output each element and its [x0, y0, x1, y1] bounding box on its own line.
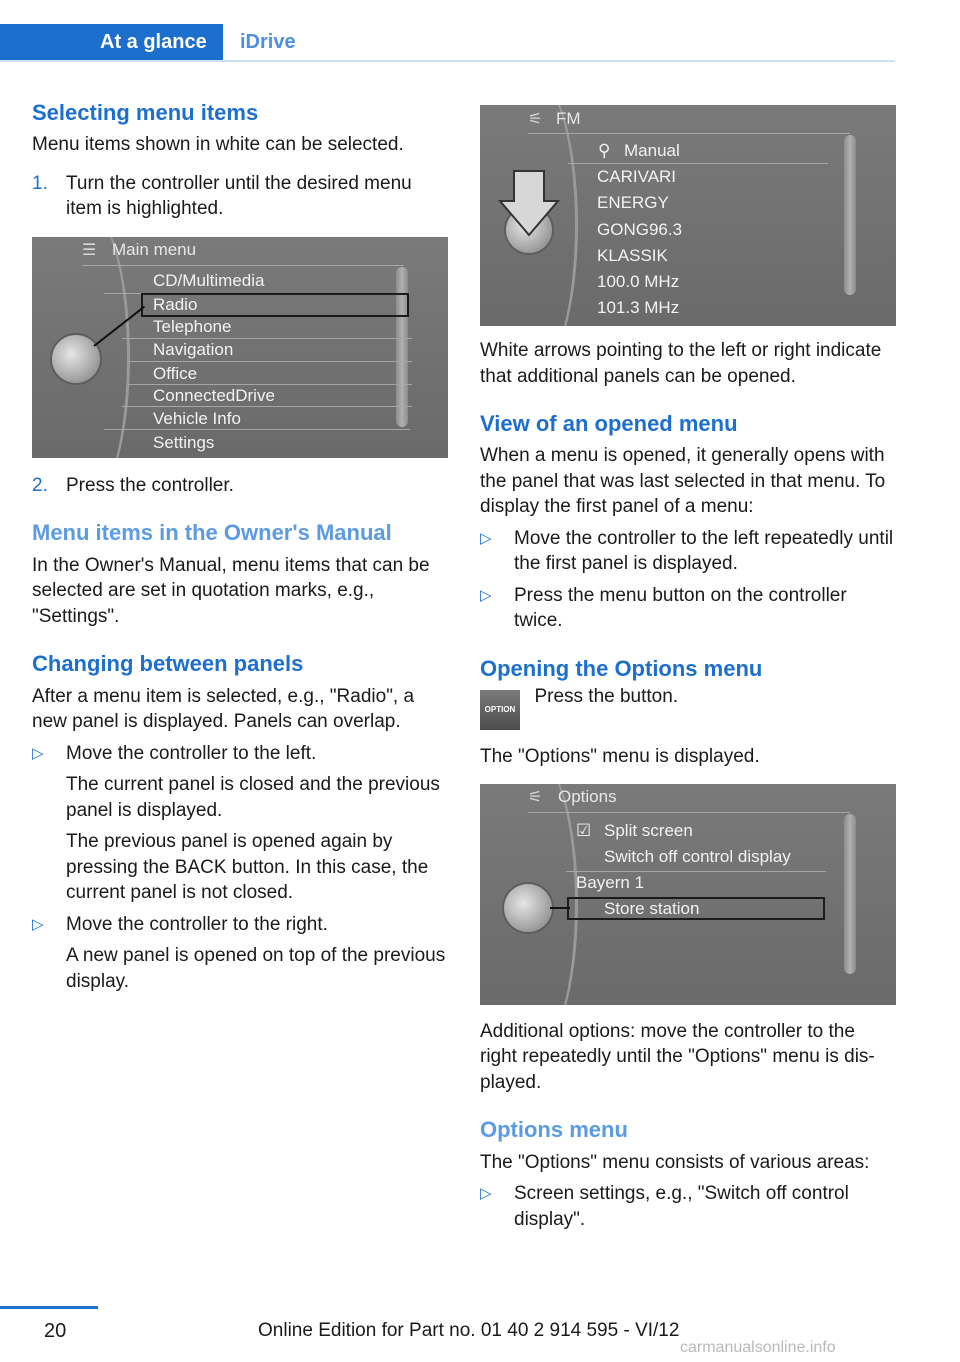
- station-item: 100.0 MHz: [597, 272, 680, 291]
- triangle-bullet-icon: ▷: [480, 529, 492, 547]
- menu-item: Settings: [153, 432, 215, 452]
- menu-item: CD/Multimedia: [153, 270, 265, 290]
- menu-icon: ☰: [82, 241, 97, 259]
- panels-text: After a menu item is selected, e.g., "Radio", a new panel is displayed. Panels can overlap.: [32, 685, 415, 733]
- selecting-steps: [32, 171, 448, 222]
- press-button-text: Press the button.: [534, 686, 679, 708]
- station-item: CARIVARI: [597, 167, 677, 186]
- bullet-item: [480, 1181, 896, 1232]
- selecting-intro: Menu items shown in white can be selected.: [32, 134, 404, 156]
- menu-item: Radio: [153, 294, 198, 314]
- opened-bullets: [480, 526, 896, 634]
- panels-bullets: [32, 741, 448, 995]
- triangle-bullet-icon: ▷: [480, 1185, 492, 1203]
- opened-text: When a menu is opened, it generally opens with the panel that was last selected in that menu. To display the first panel of a menu:: [480, 445, 886, 518]
- option-item: Split screen: [604, 820, 693, 840]
- station-item: KLASSIK: [597, 246, 668, 265]
- menu-item: Office: [153, 363, 198, 383]
- fm-screenshot: [480, 105, 896, 326]
- antenna-icon: ⚟: [528, 788, 543, 806]
- station-item: 101.3 MHz: [597, 298, 680, 317]
- main-menu-screenshot: [32, 237, 448, 458]
- bullet-item: [480, 583, 896, 634]
- step-2: [32, 473, 448, 499]
- page-number: 20: [44, 1320, 67, 1342]
- heading-selecting-menu-items: Selecting menu items: [32, 100, 259, 125]
- bullet-subtext: A new panel is opened on top of the previous display.: [66, 945, 446, 992]
- heading-opened-menu: View of an opened menu: [480, 411, 738, 436]
- checkbox-icon: ☑: [576, 820, 592, 840]
- options-screenshot: [480, 784, 896, 1005]
- triangle-bullet-icon: ▷: [32, 744, 44, 762]
- bullet-item: [32, 741, 448, 906]
- bullet-subtext: The previous panel is opened again by pressing the BACK button. In this case, the current panel is not closed.: [66, 831, 429, 904]
- option-item: Store station: [604, 898, 700, 918]
- option-item: Switch off control display: [604, 846, 791, 866]
- owners-manual-text: In the Owner's Manual, menu items that can be selected are set in quotation marks, e.g., "Settings".: [32, 554, 430, 627]
- step-number: 1.: [32, 172, 48, 194]
- controller-knob-icon: [502, 882, 554, 934]
- search-label: Manual: [624, 141, 680, 160]
- search-icon: ⚲: [598, 141, 611, 160]
- bullet-item: [480, 526, 896, 577]
- step-number: 2.: [32, 474, 48, 496]
- arrows-text: White arrows pointing to the left or right indicate that additional panels can be opened.: [480, 340, 882, 387]
- bullet-text: Move the controller to the left.: [66, 742, 317, 764]
- triangle-bullet-icon: ▷: [480, 586, 492, 604]
- option-button-row: [480, 686, 896, 734]
- tab-idrive[interactable]: iDrive: [240, 31, 296, 53]
- bullet-subtext: The current panel is closed and the previous panel is displayed.: [66, 774, 440, 821]
- header-rule: [0, 60, 895, 62]
- additional-options-text: Additional options: move the controller to the right repeatedly until the "Options" menu is displayed.: [480, 1020, 875, 1093]
- screen-title: Options: [558, 786, 617, 806]
- options-menu-text: The "Options" menu consists of various areas:: [480, 1151, 870, 1173]
- antenna-icon: ⚟: [528, 111, 543, 128]
- menu-item: Telephone: [153, 316, 232, 336]
- bullet-text: Move the controller to the left repeatedly until the first panel is displayed.: [514, 527, 894, 575]
- left-column: [32, 100, 448, 994]
- menu-item: ConnectedDrive: [153, 385, 275, 405]
- step-text: Press the controller.: [66, 474, 234, 496]
- pointer-line: [550, 907, 570, 909]
- bullet-text: Screen settings, e.g., "Switch off control display".: [514, 1183, 849, 1230]
- options-menu-bullets: [480, 1181, 896, 1232]
- step-text: Turn the controller until the desired menu item is highlighted.: [66, 172, 412, 220]
- step-1: [32, 171, 448, 222]
- chapter-header: [0, 24, 895, 62]
- triangle-bullet-icon: ▷: [32, 915, 44, 933]
- screen-title: Main menu: [112, 239, 197, 259]
- station-name: Bayern 1: [576, 872, 645, 892]
- selecting-steps-2: [32, 473, 448, 499]
- screen-scrollbar: [844, 135, 856, 295]
- screen-scrollbar: [396, 267, 408, 427]
- bullet-text: Press the menu button on the controller twice.: [514, 584, 847, 632]
- heading-opening-options: Opening the Options menu: [480, 655, 763, 681]
- right-column: [480, 105, 896, 1232]
- heading-changing-panels: Changing between panels: [32, 651, 304, 677]
- watermark-text: carmanualsonline.info: [680, 1339, 836, 1356]
- screen-scrollbar: [844, 814, 856, 974]
- menu-item: Navigation: [153, 339, 234, 359]
- tab-at-a-glance[interactable]: At a glance: [0, 24, 223, 62]
- heading-owners-manual: Menu items in the Owner's Manual: [32, 520, 392, 546]
- screen-title: FM: [556, 109, 581, 128]
- station-item: GONG96.3: [597, 220, 683, 239]
- bullet-text: Move the controller to the right.: [66, 913, 328, 935]
- down-arrow-icon: [496, 169, 562, 239]
- heading-options-menu: Options menu: [480, 1117, 628, 1143]
- edition-text: Online Edition for Part no. 01 40 2 914 595 - VI/12: [258, 1320, 680, 1341]
- station-item: ENERGY: [597, 193, 669, 212]
- controller-knob-icon: [50, 333, 102, 385]
- option-button-icon: OPTION: [480, 690, 520, 730]
- menu-item: Vehicle Info: [153, 408, 241, 428]
- footer-rule: [0, 1306, 98, 1309]
- bullet-item: [32, 912, 448, 995]
- options-displayed-text: The "Options" menu is displayed.: [480, 746, 760, 768]
